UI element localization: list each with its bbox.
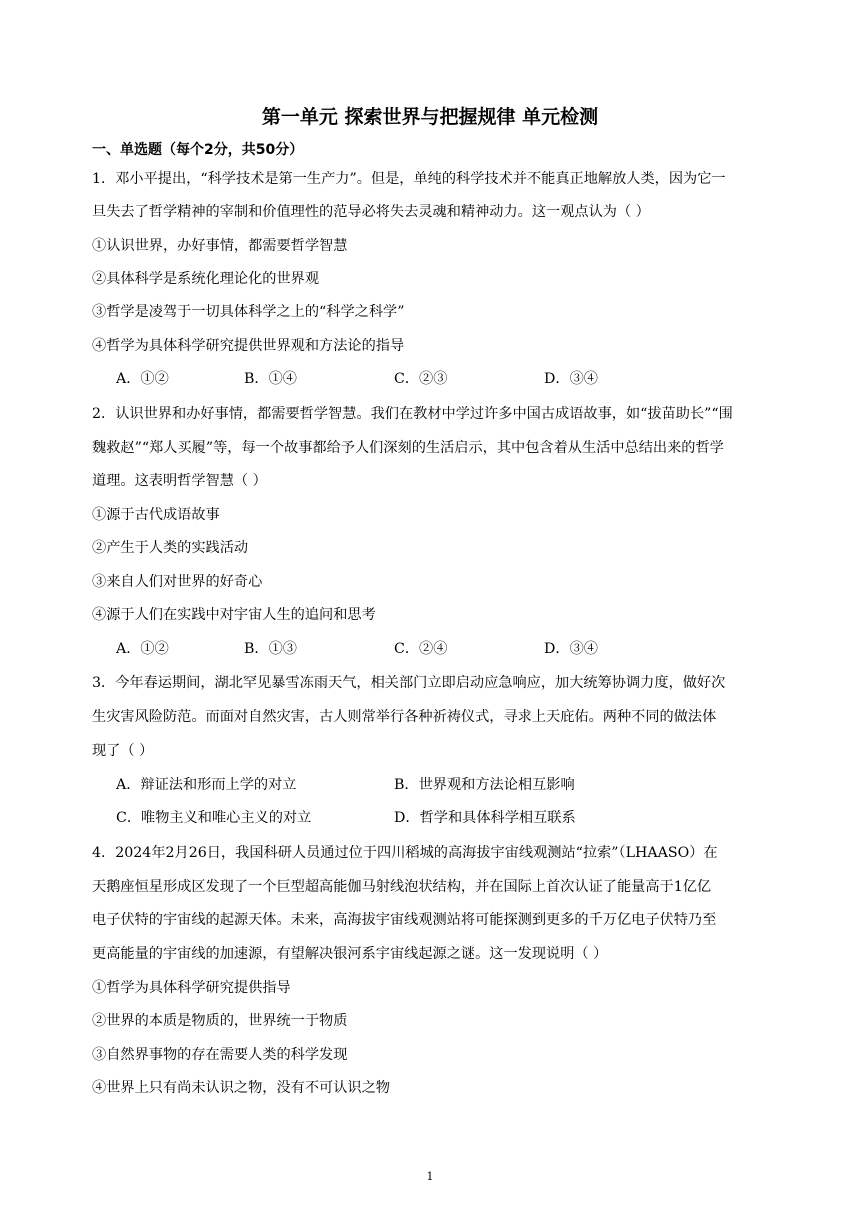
q4-stem-line-4: 更高能量的宇宙线的加速源，有望解决银河系宇宙线起源之谜。这一发现说明（ ）	[92, 946, 608, 962]
section-heading: 一、单选题（每个2分，共50分）	[92, 142, 304, 158]
q2-stem-line-3: 道理。这表明哲学智慧（ ）	[92, 473, 267, 489]
q4-item-1: ①哲学为具体科学研究提供指导	[92, 980, 291, 996]
q2-item-4: ④源于人们在实践中对宇宙人生的追问和思考	[92, 607, 376, 623]
q1-item-1: ①认识世界，办好事情，都需要哲学智慧	[92, 238, 348, 254]
q2-option-b: B．①③	[244, 641, 297, 657]
q4-item-3: ③自然界事物的存在需要人类的科学发现	[92, 1047, 348, 1063]
q1-option-a: A．①②	[116, 371, 169, 387]
q2-option-c: C．②④	[394, 641, 448, 657]
q1-option-c: C．②③	[394, 371, 448, 387]
q1-item-3: ③哲学是凌驾于一切具体科学之上的“科学之科学”	[92, 304, 405, 320]
q4-stem-line-2: 天鹅座恒星形成区发现了一个巨型超高能伽马射线泡状结构，并在国际上首次认证了能量高于1亿亿	[92, 879, 712, 895]
q2-item-2: ②产生于人类的实践活动	[92, 540, 249, 556]
q3-option-a: A．辩证法和形而上学的对立	[116, 777, 297, 793]
q1-option-b: B．①④	[244, 371, 297, 387]
q1-item-4: ④哲学为具体科学研究提供世界观和方法论的指导	[92, 338, 405, 354]
q3-stem-line-2: 生灾害风险防范。而面对自然灾害，古人则常举行各种祈祷仪式，寻求上天庇佑。两种不同的做法体	[92, 709, 717, 725]
q3-stem-line-3: 现了（ ）	[92, 743, 154, 759]
q2-item-1: ①源于古代成语故事	[92, 507, 220, 523]
q2-option-d: D．③④	[544, 641, 598, 657]
q4-stem-line-3: 电子伏特的宇宙线的起源天体。未来，高海拔宇宙线观测站将可能探测到更多的千万亿电子伏特乃至	[92, 912, 717, 928]
q1-stem-line-2: 旦失去了哲学精神的宰制和价值理性的范导必将失去灵魂和精神动力。这一观点认为（ ）	[92, 204, 650, 220]
q3-option-c: C．唯物主义和唯心主义的对立	[116, 810, 312, 826]
q2-option-a: A．①②	[116, 641, 169, 657]
q4-stem-line-1: 4．2024年2月26日，我国科研人员通过位于四川稻城的高海拔宇宙线观测站“拉索”（LHAASO）在	[92, 845, 718, 861]
q4-item-4: ④世界上只有尚未认识之物，没有不可认识之物	[92, 1080, 390, 1096]
page-number: 1	[426, 1170, 434, 1183]
q1-stem-line-1: 1．邓小平提出，“科学技术是第一生产力”。但是，单纯的科学技术并不能真正地解放人类，因为它一	[92, 171, 726, 187]
q2-stem-line-1: 2．认识世界和办好事情，都需要哲学智慧。我们在教材中学过许多中国古成语故事，如“拔苗助长”“围	[92, 406, 733, 422]
q1-option-d: D．③④	[544, 371, 598, 387]
q3-option-b: B．世界观和方法论相互影响	[394, 777, 575, 793]
q3-stem-line-1: 3．今年春运期间，湖北罕见暴雪冻雨天气，相关部门立即启动应急响应，加大统筹协调力度，做好次	[92, 675, 726, 691]
document-title: 第一单元 探索世界与把握规律 单元检测	[261, 106, 599, 128]
q4-item-2: ②世界的本质是物质的，世界统一于物质	[92, 1013, 348, 1029]
q2-item-3: ③来自人们对世界的好奇心	[92, 574, 263, 590]
q2-stem-line-2: 魏救赵”“郑人买履”等，每一个故事都给予人们深刻的生活启示，其中包含着从生活中总结出来的哲学	[92, 440, 724, 456]
q1-item-2: ②具体科学是系统化理论化的世界观	[92, 271, 320, 287]
q3-option-d: D．哲学和具体科学相互联系	[394, 810, 576, 826]
